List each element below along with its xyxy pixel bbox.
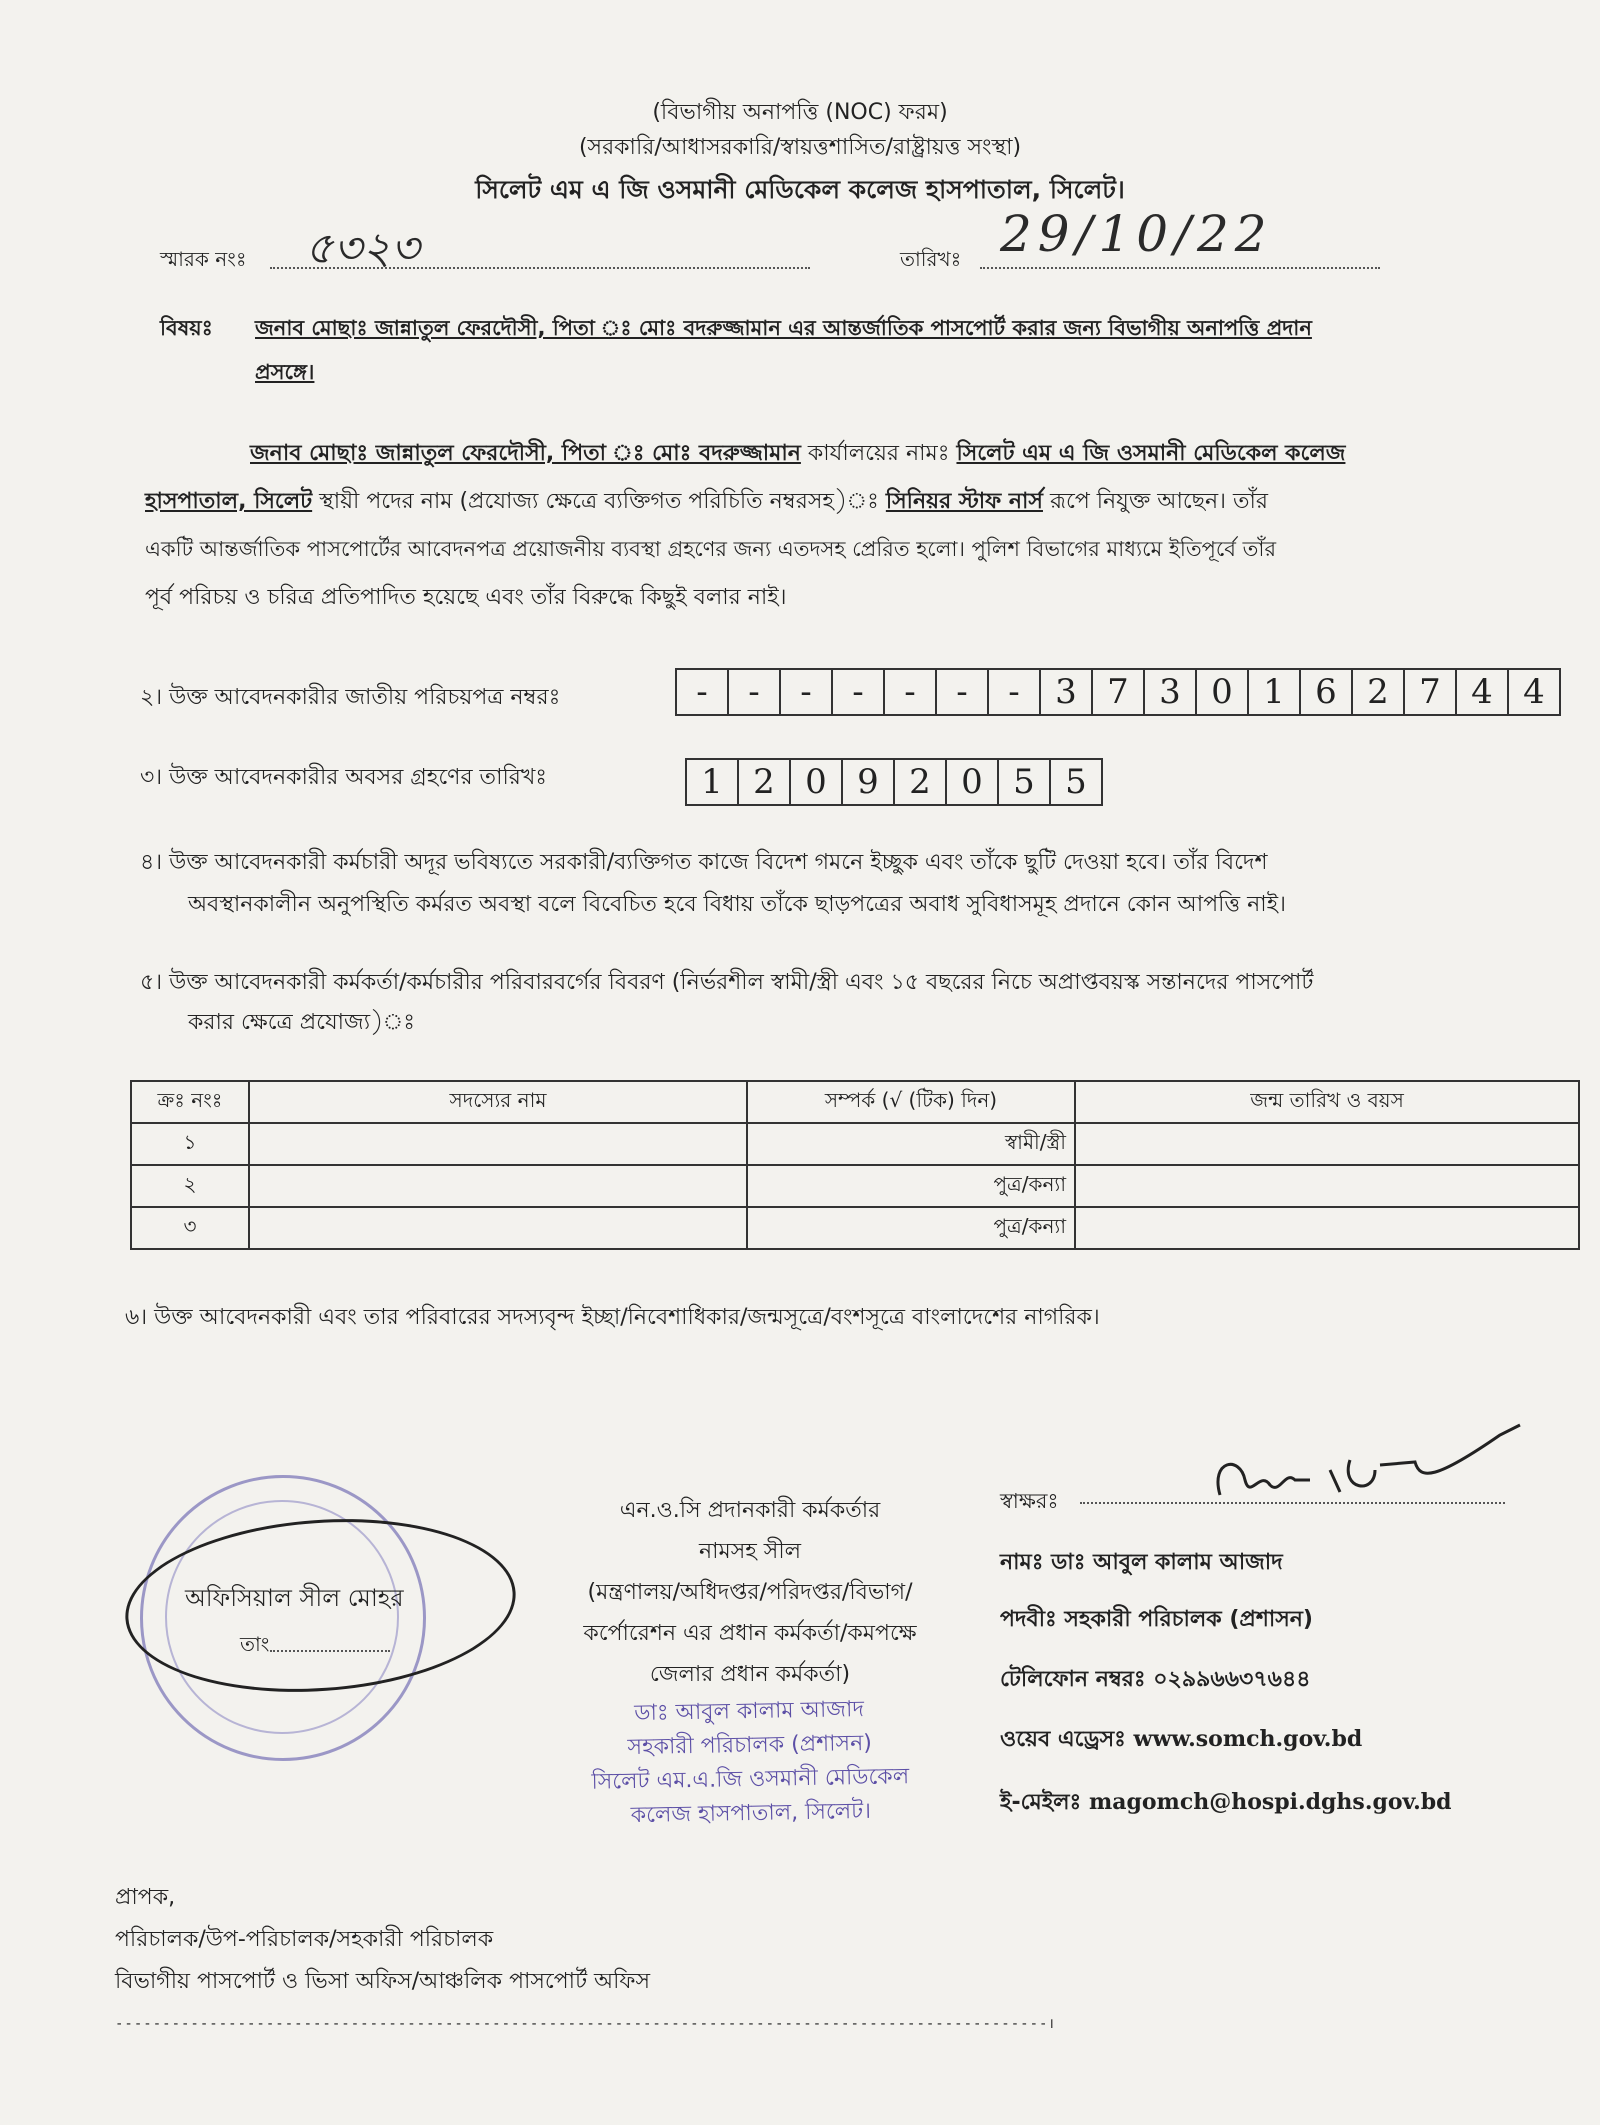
digit-box: 0 [1197,670,1249,714]
signatory-name: নামঃ ডাঃ আবুল কালাম আজাদ [1000,1550,1283,1575]
digit-box: 3 [1145,670,1197,714]
post-name: সিনিয়র স্টাফ নার্স [885,489,1043,514]
table-header-row [131,1081,1579,1123]
digit-box: 6 [1301,670,1353,714]
row-serial: ৩ [131,1207,249,1249]
email-label: ই-মেইলঃ [1000,1790,1089,1815]
item6-text: ৬। উক্ত আবেদনকারী এবং তার পরিবারের সদস্যবৃন্দ ইচ্ছা/নিবেশাধিকার/জন্মসূত্রে/বংশসূত্রে বাংলাদেশের নাগরিক। [125,1305,1100,1330]
recipient-block [115,1877,1055,2045]
signature-label: স্বাক্ষরঃ [1000,1489,1059,1513]
para1-line1 [145,430,1565,477]
post-suffix: রূপে নিযুক্ত আছেন। তাঁর [1042,489,1269,514]
row-name [249,1207,747,1249]
signatory-designation: পদবীঃ সহকারী পরিচালক (প্রশাসন) [1000,1607,1313,1632]
form-subtitle: (সরকারি/আধাসরকারি/স্বায়ত্তশাসিত/রাষ্ট্রায়ত্ত সংস্থা) [578,135,1022,160]
digit-box: 4 [1523,672,1545,712]
office-label: কার্যালয়ের নামঃ [800,441,957,466]
row-serial: ১ [131,1123,249,1165]
table-row [131,1207,1579,1249]
noc-line3: (মন্ত্রণালয়/অধিদপ্তর/পরিদপ্তর/বিভাগ/ [587,1580,913,1605]
recipient-line1: প্রাপক, [115,1885,176,1910]
office-name: সিলেট এম এ জি ওসমানী মেডিকেল কলেজ [956,441,1346,466]
post-label: স্থায়ী পদের নাম (প্রযোজ্য ক্ষেত্রে ব্যক্তিগত পরিচিতি নম্বরসহ)ঃ [312,489,886,514]
noc-line5: জেলার প্রধান কর্মকর্তা) [649,1662,851,1687]
date-dotted-line [980,265,1380,269]
subject-label: বিষয়ঃ [160,316,213,340]
noc-line1: এন.ও.সি প্রদানকারী কর্মকর্তার [619,1498,881,1523]
email-address: magomch@hospi.dghs.gov.bd [1088,1789,1452,1815]
digit-box: 1 [1249,670,1301,714]
recipient-line2: পরিচালক/উপ-পরিচালক/সহকারী পরিচালক [115,1927,494,1952]
family-table [130,1080,1580,1250]
digit-box: 3 [1041,670,1093,714]
noc-line4: কর্পোরেশন এর প্রধান কর্মকর্তা/কমপক্ষে [583,1621,917,1646]
subject-text-line1: জনাব মোছাঃ জান্নাতুল ফেরদৌসী, পিতা ঃ মোঃ বদরুজ্জামান এর আন্তর্জাতিক পাসপোর্ট করার জন্য বিভাগীয় অনাপত্তি প্রদান [255,316,1312,340]
form-title: (বিভাগীয় অনাপত্তি (NOC) ফরম) [652,100,948,125]
row-serial: ২ [131,1165,249,1207]
nid-number-boxes [675,668,1561,716]
table-row [131,1123,1579,1165]
signatory-web [1000,1722,1362,1759]
para1-line3: একটি আন্তর্জাতিক পাসপোর্টের আবেদনপত্র প্রয়োজনীয় ব্যবস্থা গ্রহণের জন্য এতদসহ প্রেরিত হলো। পুলিশ বিভাগের মাধ্যমে ইতিপূর্বে তাঁর [145,537,1277,561]
item4-line1: ৪। উক্ত আবেদনকারী কর্মচারী অদূর ভবিষ্যতে সরকারী/ব্যক্তিগত কাজে বিদেশ গমনে ইচ্ছুক এবং তাঁকে ছুটি দেওয়া হবে। তাঁর বিদেশ [140,850,1268,875]
handwritten-signature [1200,1400,1530,1510]
digit-box: 7 [1093,670,1145,714]
digit-box: - [729,670,781,714]
item5-line1: ৫। উক্ত আবেদনকারী কর্মকর্তা/কর্মচারীর পরিবারবর্গের বিবরণ (নির্ভরশীল স্বামী/স্ত্রী এবং ১৫ বছরের নিচে অপ্রাপ্তবয়স্ক সন্তানদের পাসপোর্ট [140,970,1314,995]
signatory-email [1000,1785,1452,1822]
stamp-line4: কলেজ হাসপাতাল, সিলেট। [630,1798,872,1829]
digit-box: 0 [791,760,843,804]
digit-box: - [885,670,937,714]
office-name-cont: হাসপাতাল, সিলেট [145,489,313,514]
row-dob [1075,1123,1579,1165]
seal-date-line [270,1648,390,1652]
row-dob [1075,1165,1579,1207]
digit-box: 2 [739,760,791,804]
stamp-line1: ডাঃ আবুল কালাম আজাদ [634,1697,865,1727]
subject-text-line2: প্রসঙ্গে। [255,360,315,384]
retirement-label: ৩। উক্ত আবেদনকারীর অবসর গ্রহণের তারিখঃ [140,765,548,790]
date-label: তারিখঃ [900,247,962,271]
seal-label: অফিসিয়াল সীল মোহর [185,1584,404,1612]
digit-box: 2 [895,760,947,804]
row-dob [1075,1207,1579,1249]
memo-number: ৫৩২৩ [305,223,420,274]
nid-label: ২। উক্ত আবেদনকারীর জাতীয় পরিচয়পত্র নম্বরঃ [140,685,561,710]
para1-line2 [145,478,1565,525]
header-member-name: সদস্যের নাম [249,1081,747,1123]
stamp-line2: সহকারী পরিচালক (প্রশাসন) [627,1730,873,1761]
row-name [249,1123,747,1165]
para1-line4: পূর্ব পরিচয় ও চরিত্র প্রতিপাদিত হয়েছে এবং তাঁর বিরুদ্ধে কিছুই বলার নাই। [145,585,787,610]
recipient-line4: ---------------------------------------------------------------------------------------------------। [115,2016,1055,2032]
officer-name-stamp [539,1691,961,1834]
web-label: ওয়েব এড্রেসঃ [1000,1727,1134,1752]
digit-box: - [989,670,1041,714]
retirement-date-boxes [685,758,1103,806]
item4-line2: অবস্থানকালীন অনুপস্থিতি কর্মরত অবস্থা বলে বিবেচিত হবে বিধায় তাঁকে ছাড়পত্রের অবাধ সুবিধাসমূহ প্রদানে কোন আপত্তি নাই। [188,892,1286,917]
digit-box: 2 [1353,670,1405,714]
digit-box: - [781,670,833,714]
row-relation: পুত্র/কন্যা [747,1165,1075,1207]
noc-officer-block [510,1490,990,1695]
item5-line2: করার ক্ষেত্রে প্রযোজ্য)ঃ [188,1010,416,1035]
digit-box: 4 [1457,670,1509,714]
digit-box: - [677,670,729,714]
date-value: 29/10/22 [1000,205,1273,263]
hospital-name: সিলেট এম এ জি ওসমানী মেডিকেল কলেজ হাসপাতাল, সিলেট। [475,175,1125,204]
digit-box: - [833,670,885,714]
row-name [249,1165,747,1207]
digit-box: 5 [999,760,1051,804]
memo-label: স্মারক নংঃ [160,247,247,271]
web-address: www.somch.gov.bd [1133,1726,1363,1752]
digit-box: - [937,670,989,714]
stamp-line3: সিলেট এম.এ.জি ওসমানী মেডিকেল [591,1764,910,1795]
row-relation: পুত্র/কন্যা [747,1207,1075,1249]
digit-box: 1 [687,760,739,804]
signatory-phone: টেলিফোন নম্বরঃ ০২৯৯৬৬৩৭৬৪৪ [1000,1667,1311,1692]
digit-box: 9 [843,760,895,804]
digit-box: 0 [947,760,999,804]
digit-box: 5 [1065,762,1087,802]
header-relation: সম্পর্ক (√ (টিক) দিন) [747,1081,1075,1123]
applicant-name: জনাব মোছাঃ জান্নাতুল ফেরদৌসী, পিতা ঃ মোঃ বদরুজ্জামান [250,441,801,466]
row-relation: স্বামী/স্ত্রী [747,1123,1075,1165]
noc-line2: নামসহ সীল [698,1539,802,1564]
table-row [131,1165,1579,1207]
header-dob: জন্ম তারিখ ও বয়স [1075,1081,1579,1123]
recipient-line3: বিভাগীয় পাসপোর্ট ও ভিসা অফিস/আঞ্চলিক পাসপোর্ট অফিস [115,1969,651,1994]
seal-date-label: তাং [240,1632,270,1656]
header-serial: ক্রঃ নংঃ [131,1081,249,1123]
digit-box: 7 [1405,670,1457,714]
